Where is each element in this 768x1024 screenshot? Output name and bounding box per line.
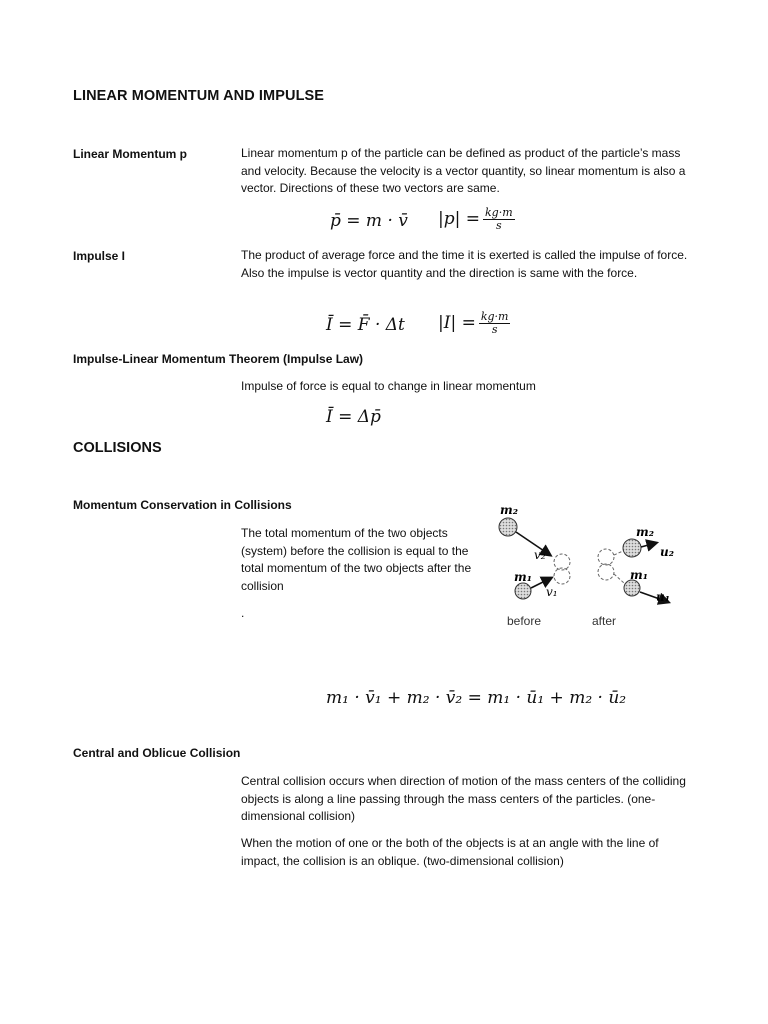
momentum-unit-lhs: |p| =: [438, 209, 480, 229]
momentum-equation: p̄ = m · v̄: [330, 211, 408, 231]
label-after: after: [592, 614, 617, 628]
linear-momentum-description: Linear momentum p of the particle can be defined as product of the particle’s mass and velocity. Because the velocity is a vector quantity, so linear momentum is also a vector. Directions of these two vectors are same.: [241, 146, 686, 195]
impulse-equation: Ī = F̄ · Δt: [326, 315, 405, 335]
ball-m2-before: [499, 518, 517, 536]
ghost-after-m2: [598, 549, 614, 565]
central-heading: Central and Oblicue Collision: [73, 746, 241, 760]
path-after-m2: [614, 551, 623, 555]
oblique-text: When the motion of one or the both of the objects is at an angle with the line of impact, the collision is an oblique. (two-dimensional collision): [241, 836, 659, 868]
page-title: LINEAR MOMENTUM AND IMPULSE: [73, 88, 325, 104]
momentum-unit-fraction: [483, 207, 515, 232]
impulse-unit-fraction: [479, 311, 511, 336]
label-u1: u₁: [656, 590, 670, 604]
path-after-m1: [614, 574, 624, 583]
momentum-unit-equation: [438, 207, 515, 232]
label-u2: u₂: [660, 545, 674, 559]
label-before: before: [507, 614, 542, 628]
term-impulse: Impulse I: [73, 249, 126, 263]
conservation-equation: m₁ · v̄₁ + m₂ · v̄₂ = m₁ · ū₁ + m₂ · ū₂: [326, 688, 627, 708]
impulse-unit-equation: [438, 311, 510, 336]
label-v1: v₁: [546, 585, 558, 599]
conservation-text: The total momentum of the two objects (system) before the collision is equal to the total momentum of the two objects after the collision: [241, 526, 472, 593]
impulse-unit-numerator: kg·m: [480, 310, 509, 323]
central-text: Central collision occurs when direction of motion of the mass centers of the colliding objects is along a line passing through the mass centers of the particles. (one-dimensional collision): [241, 774, 686, 823]
label-v2: v₂: [534, 548, 546, 562]
momentum-unit-numerator: kg·m: [485, 206, 513, 219]
label-m2-after: m₂: [636, 525, 654, 539]
term-linear-momentum: Linear Momentum p: [73, 147, 188, 161]
conservation-heading: Momentum Conservation in Collisions: [73, 498, 292, 512]
ball-m2-after: [623, 539, 641, 557]
label-m1-before: m₁: [514, 570, 532, 584]
theorem-heading: Impulse-Linear Momentum Theorem (Impulse Law): [73, 352, 364, 366]
collision-diagram: [490, 500, 690, 635]
theorem-equation: Ī = Δp̄: [326, 407, 381, 427]
impulse-unit-denominator: s: [491, 323, 498, 336]
label-m1-after: m₁: [630, 568, 648, 582]
label-m2-before: m₂: [500, 503, 518, 517]
collisions-heading: COLLISIONS: [73, 440, 162, 456]
velocity-u2-arrow: [641, 543, 656, 547]
impulse-description: The product of average force and the time it is exerted is called the impulse of force. Also the impulse is vector quantity and the direction is same with the force.: [241, 248, 688, 280]
impulse-unit-lhs: |I| =: [438, 313, 476, 333]
ball-m1-after: [624, 580, 640, 596]
ball-m1-before: [515, 583, 531, 599]
theorem-description: Impulse of force is equal to change in linear momentum: [241, 379, 536, 393]
momentum-unit-denominator: s: [495, 219, 502, 232]
ghost-after-m1: [598, 564, 614, 580]
stray-dot: .: [241, 606, 245, 620]
